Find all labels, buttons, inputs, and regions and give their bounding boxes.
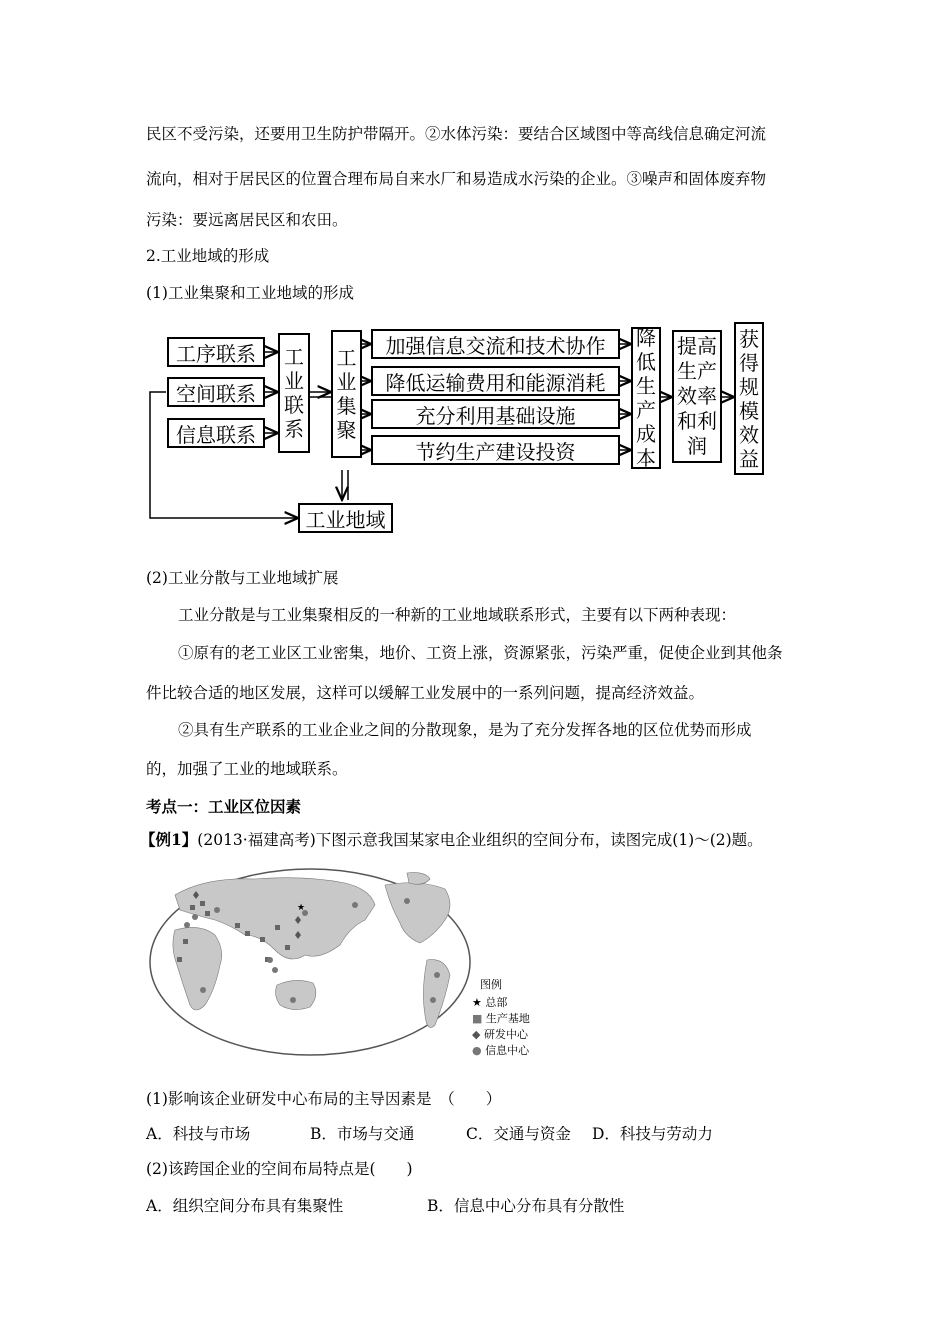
legend-item: ◆ 研发中心 [472, 1028, 528, 1041]
box-investment: 节约生产建设投资 [371, 435, 620, 465]
box-info-exchange: 加强信息交流和技术协作 [371, 329, 620, 359]
paragraph-line: 工业分散是与工业集聚相反的一种新的工业地域联系形式，主要有以下两种表现： [178, 606, 737, 624]
question-1: (1)影响该企业研发中心布局的主导因素是 （ ） [146, 1090, 502, 1108]
char: 系 [284, 417, 304, 441]
option-1a: A．科技与市场 [146, 1125, 251, 1143]
box-transport-cost: 降低运输费用和能源消耗 [371, 366, 620, 396]
diamond-icon: ◆ [472, 1028, 481, 1041]
char: 业 [336, 370, 357, 394]
square-icon: ■ [472, 1012, 483, 1025]
svg-text:★: ★ [297, 903, 306, 913]
option-1b: B．市场与交通 [310, 1125, 415, 1143]
box-industrial-linkage [278, 333, 310, 453]
box-scale-benefit: 获 得 规 模 效 益 [734, 322, 764, 475]
paragraph-line: ①原有的老工业区工业密集，地价、工资上涨，资源紧张，污染严重，促使企业到其他条 [178, 644, 783, 662]
subsection-heading: (2)工业分散与工业地域扩展 [146, 569, 339, 587]
box-reduce-cost: 降 低 生 产 成 本 [631, 327, 661, 469]
flow-diagram-lines [0, 0, 950, 560]
paragraph-line: 件比较合适的地区发展，这样可以缓解工业发展中的一系列问题，提高经济效益。 [146, 684, 705, 702]
char: 工 [336, 346, 357, 370]
subsection-heading: (1)工业集聚和工业地域的形成 [146, 284, 354, 302]
box-info-link: 信息联系 [167, 418, 265, 448]
char: 工 [284, 345, 304, 369]
map-legend-title: 图例 [480, 978, 502, 991]
legend-item: ★ 总部 [472, 996, 508, 1009]
box-industrial-agglomeration [331, 330, 362, 458]
star-icon: ★ [472, 996, 482, 1009]
box-improve-efficiency: 提高 生产 效率 和利 润 [672, 330, 722, 463]
char: 集 [336, 394, 357, 418]
box-infrastructure: 充分利用基础设施 [371, 399, 620, 429]
paragraph-line: 流向，相对于居民区的位置合理布局自来水厂和易造成水污染的企业。③噪声和固体废弃物 [146, 170, 767, 188]
paragraph-line: 污染：要远离居民区和农田。 [146, 211, 348, 229]
char: 联 [284, 393, 304, 417]
paragraph-line: ②具有生产联系的工业企业之间的分散现象，是为了充分发挥各地的区位优势而形成 [178, 721, 752, 739]
example-text: (2013·福建高考)下图示意我国某家电企业组织的空间分布，读图完成(1)～(2)题。 [197, 831, 763, 849]
legend-item: ■ 生产基地 [472, 1012, 530, 1025]
paragraph-line: 的，加强了工业的地域联系。 [146, 760, 348, 778]
box-industrial-region: 工业地域 [298, 503, 393, 533]
example-line [140, 830, 763, 850]
topic-heading: 考点一：工业区位因素 [146, 797, 302, 816]
option-1c: C．交通与资金 [466, 1125, 571, 1143]
option-2a: A．组织空间分布具有集聚性 [146, 1197, 344, 1215]
legend-item: ● 信息中心 [472, 1044, 530, 1057]
paragraph-line: 民区不受污染，还要用卫生防护带隔开。②水体污染：要结合区域图中等高线信息确定河流 [146, 125, 767, 143]
option-2b: B．信息中心分布具有分散性 [427, 1197, 625, 1215]
box-spatial-link: 空间联系 [167, 377, 265, 407]
char: 业 [284, 369, 304, 393]
option-1d: D．科技与劳动力 [592, 1125, 713, 1143]
circle-icon: ● [472, 1044, 482, 1057]
question-2: (2)该跨国企业的空间布局特点是( ) [146, 1160, 413, 1178]
char: 聚 [336, 418, 357, 442]
box-process-link: 工序联系 [167, 337, 265, 367]
example-tag: 【例1】 [140, 830, 198, 849]
section-heading: 2.工业地域的形成 [146, 247, 270, 265]
